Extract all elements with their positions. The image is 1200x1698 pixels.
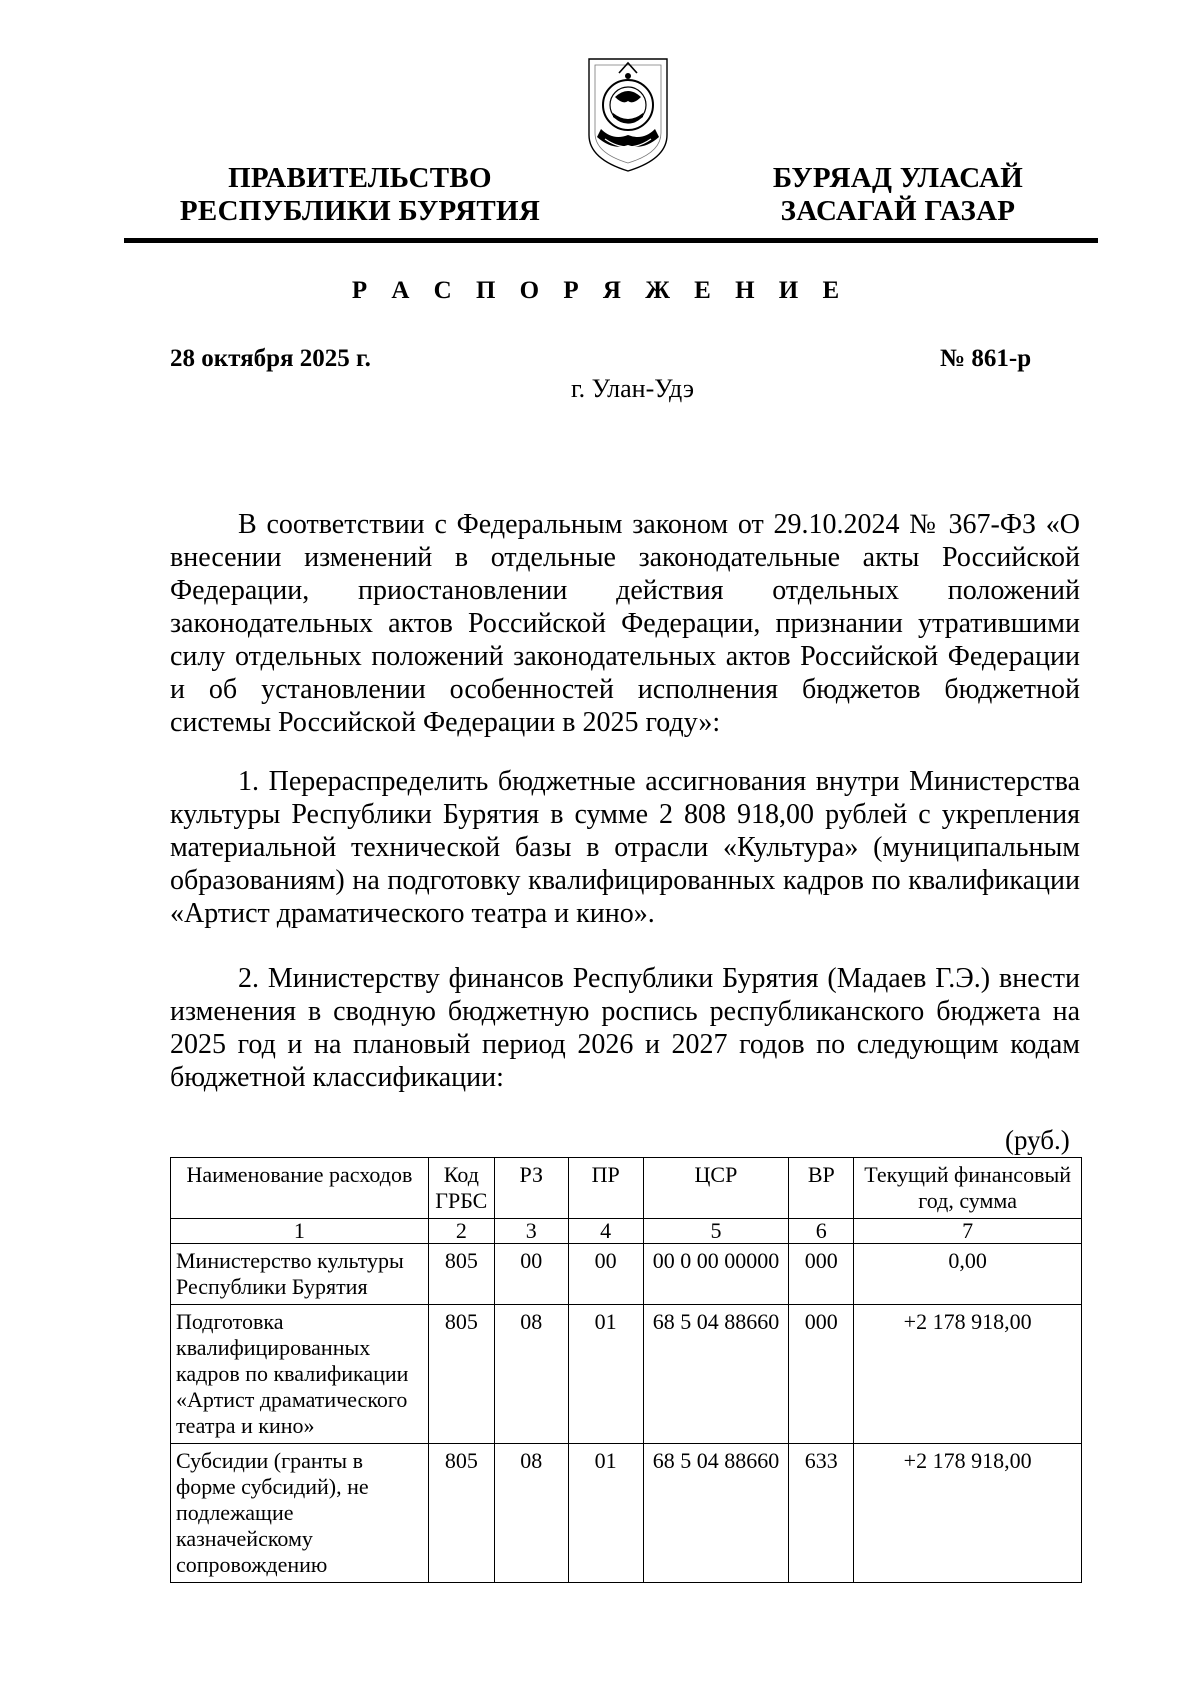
header-divider <box>124 238 1098 243</box>
header-pr: ПР <box>568 1158 643 1219</box>
row-grbs: 805 <box>428 1244 494 1305</box>
column-number: 1 <box>171 1219 429 1244</box>
header-name: Наименование расходов <box>171 1158 429 1219</box>
table-unit: (руб.) <box>1005 1125 1070 1155</box>
column-number: 5 <box>643 1219 789 1244</box>
row-csr: 68 5 04 88660 <box>643 1305 789 1444</box>
table-row <box>171 1305 1082 1444</box>
row-name: Министерство культуры Республики Бурятия <box>171 1244 429 1305</box>
table-header-row <box>171 1158 1082 1219</box>
row-csr: 00 0 00 00000 <box>643 1244 789 1305</box>
row-rz: 08 <box>494 1444 568 1583</box>
document-date: 28 октября 2025 г. <box>170 345 371 372</box>
org-name-buryat <box>718 162 1078 228</box>
row-vr: 000 <box>789 1244 854 1305</box>
row-vr: 000 <box>789 1305 854 1444</box>
header-rz: РЗ <box>494 1158 568 1219</box>
item-2-text: 2. Министерству финансов Республики Бурятия (Мадаев Г.Э.) внести изменения в сводную бюджетную роспись республиканского бюджета на 2025 год и на плановый период 2026 и 2027 годов по следующим кодам бюджетной классификации: <box>170 963 1080 1093</box>
row-name: Субсидии (гранты в форме субсидий), не подлежащие казначейскому сопровождению <box>171 1444 429 1583</box>
row-sum: +2 178 918,00 <box>854 1444 1082 1583</box>
column-number: 4 <box>568 1219 643 1244</box>
row-grbs: 805 <box>428 1444 494 1583</box>
row-pr: 00 <box>568 1244 643 1305</box>
org-name-russian-line1: ПРАВИТЕЛЬСТВО <box>228 162 492 194</box>
header-vr: ВР <box>789 1158 854 1219</box>
header-grbs: Код ГРБС <box>428 1158 494 1219</box>
row-rz: 08 <box>494 1305 568 1444</box>
org-name-buryat-line1: БУРЯАД УЛАСАЙ <box>772 162 1024 194</box>
item-2-paragraph <box>170 962 1080 1094</box>
column-number: 3 <box>494 1219 568 1244</box>
row-rz: 00 <box>494 1244 568 1305</box>
document-city: г. Улан-Удэ <box>570 374 695 403</box>
row-pr: 01 <box>568 1305 643 1444</box>
row-name: Подготовка квалифицированных кадров по квалификации «Артист драматического театра и кино» <box>171 1305 429 1444</box>
org-name-russian-line2: РЕСПУБЛИКИ БУРЯТИЯ <box>179 195 541 227</box>
row-grbs: 805 <box>428 1305 494 1444</box>
row-sum: 0,00 <box>854 1244 1082 1305</box>
item-1-paragraph <box>170 765 1080 930</box>
item-1-text: 1. Перераспределить бюджетные ассигнования внутри Министерства культуры Республики Бурятия в сумме 2 808 918,00 рублей с укрепления материальной технической базы в отрасли «Культура» (муниципальным образованиям) на подготовку квалифицированных кадров по квалификации «Артист драматического театра и кино». <box>170 766 1080 929</box>
header-csr: ЦСР <box>643 1158 789 1219</box>
table-row <box>171 1444 1082 1583</box>
intro-paragraph <box>170 508 1080 739</box>
table-row <box>171 1244 1082 1305</box>
document-type-title: Р А С П О Р Я Ж Е Н И Е <box>351 277 849 304</box>
org-name-russian <box>130 162 590 228</box>
coat-of-arms-icon <box>583 55 673 173</box>
row-sum: +2 178 918,00 <box>854 1305 1082 1444</box>
row-csr: 68 5 04 88660 <box>643 1444 789 1583</box>
header-sum: Текущий финансовый год, сумма <box>854 1158 1082 1219</box>
org-name-buryat-line2: ЗАСАГАЙ ГАЗАР <box>780 195 1016 227</box>
document-number: № 861-р <box>940 345 1032 372</box>
row-vr: 633 <box>789 1444 854 1583</box>
table-column-numbers-row <box>171 1219 1082 1244</box>
row-pr: 01 <box>568 1444 643 1583</box>
column-number: 6 <box>789 1219 854 1244</box>
column-number: 2 <box>428 1219 494 1244</box>
budget-table <box>170 1157 1082 1583</box>
column-number: 7 <box>854 1219 1082 1244</box>
intro-text: В соответствии с Федеральным законом от 29.10.2024 № 367-ФЗ «О внесении изменений в отдельные законодательные акты Российской Федерации, приостановлении действия отдельных положений законодательных актов Российской Федерации, признании утратившими силу отдельных положений законодательных актов Российской Федерации и об установлении особенностей исполнения бюджетов бюджетной системы Российской Федерации в 2025 году»: <box>170 509 1080 738</box>
